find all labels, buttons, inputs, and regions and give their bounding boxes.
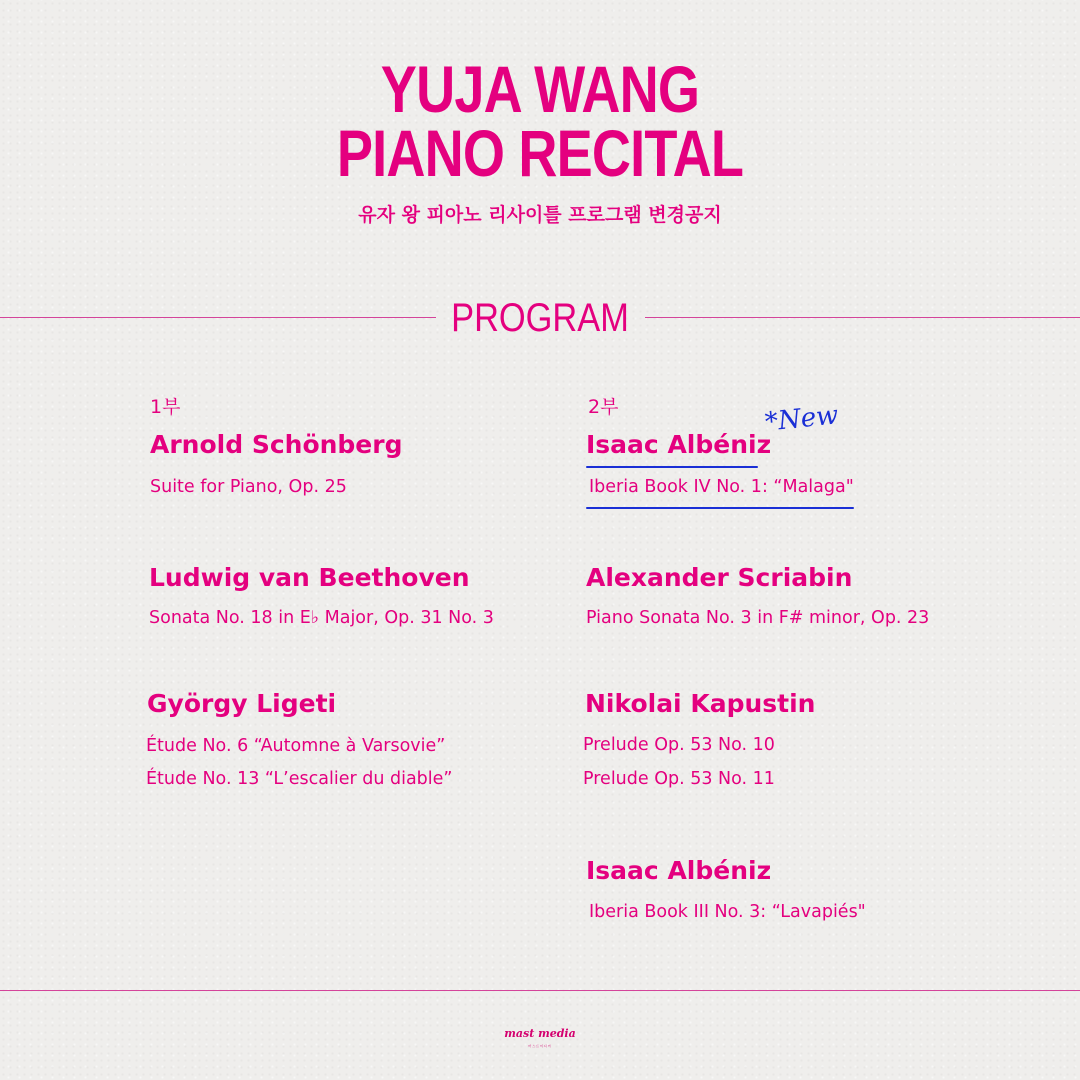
work-title: Iberia Book IV No. 1: “Malaga" [589,477,854,497]
composer-underline [586,466,758,468]
logo-tagline: 마스트미디어 [528,1044,552,1048]
work-title: Prelude Op. 53 No. 11 [583,769,775,789]
work-title: Étude No. 6 “Automne à Varsovie” [146,736,446,756]
work-title: Suite for Piano, Op. 25 [150,477,347,497]
composer-name: Isaac Albéniz [586,856,772,885]
work-title: Piano Sonata No. 3 in F# minor, Op. 23 [586,608,930,628]
part1-label: 1부 [150,396,181,418]
title-line-2: PIANO RECITAL [336,116,744,190]
footer-divider [0,990,1080,991]
program-heading: PROGRAM [451,296,629,340]
subtitle: 유자 왕 피아노 리사이틀 프로그램 변경공지 [358,204,722,226]
composer-name: Alexander Scriabin [586,563,853,592]
composer-name: Isaac Albéniz [586,430,772,459]
composer-name: Arnold Schönberg [150,430,403,459]
new-annotation: *New [763,400,840,438]
work-underline [586,507,854,509]
composer-name: Ludwig van Beethoven [149,563,470,592]
work-title: Prelude Op. 53 No. 10 [583,735,775,755]
title-line-1: YUJA WANG [380,52,700,126]
work-title: Étude No. 13 “L’escalier du diable” [146,769,453,789]
composer-name: Nikolai Kapustin [585,689,816,718]
mastmedia-logo: mast media [504,1027,576,1040]
work-title: Iberia Book III No. 3: “Lavapiés" [589,902,866,922]
work-title: Sonata No. 18 in E♭ Major, Op. 31 No. 3 [149,608,494,628]
part2-label: 2부 [588,396,619,418]
composer-name: György Ligeti [147,689,337,718]
